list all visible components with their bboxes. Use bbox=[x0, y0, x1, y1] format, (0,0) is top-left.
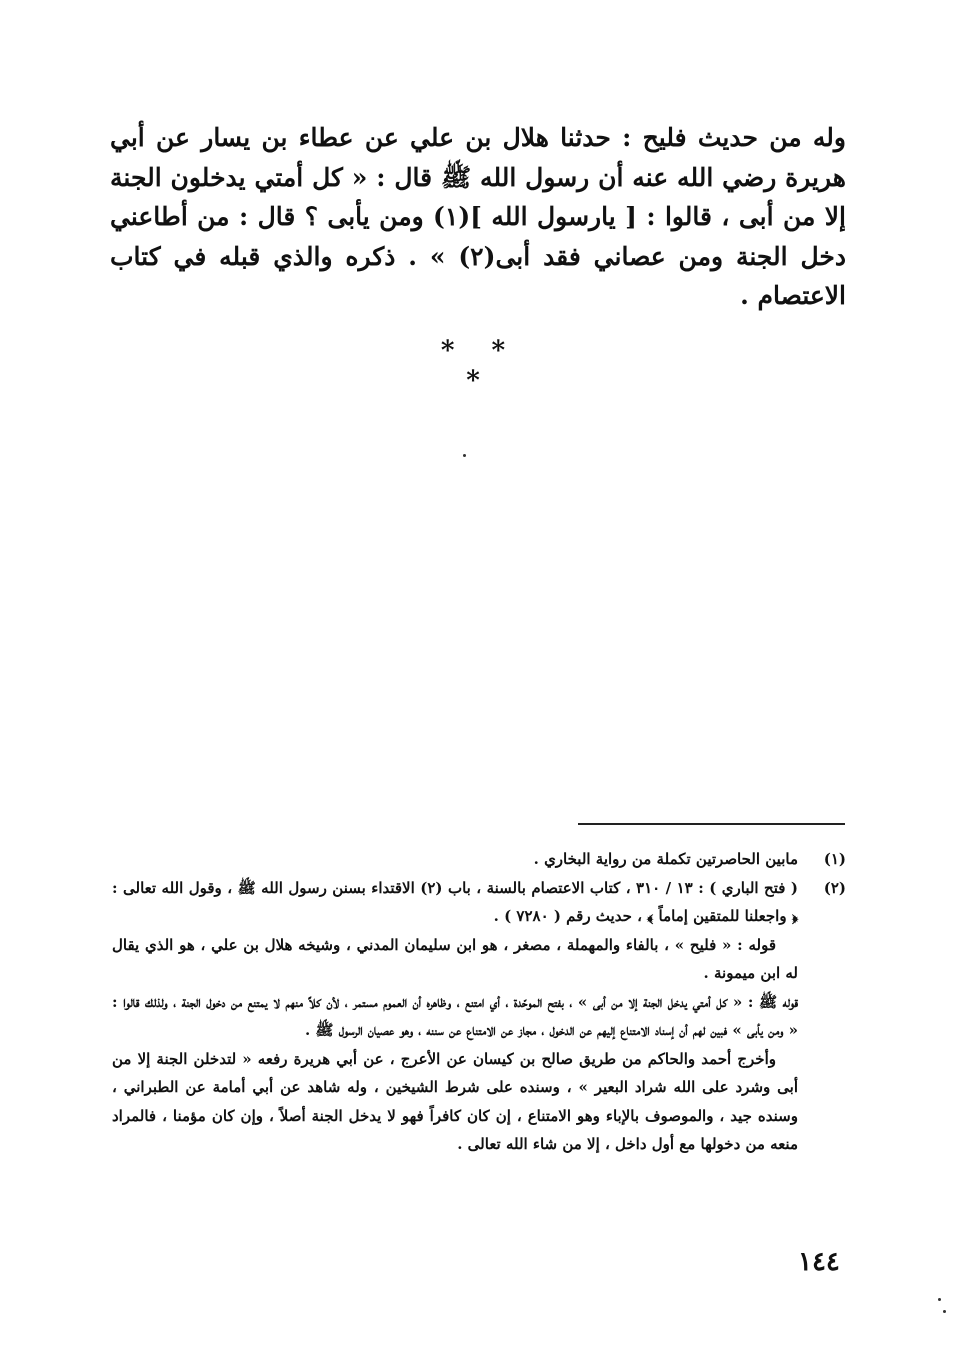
footnote-body bbox=[112, 845, 798, 874]
footnotes bbox=[112, 845, 846, 1159]
footnote-text: قوله : « فليح » ، بالفاء والمهملة ، مصغر ، هو ابن سليمان المدني ، وشيخه هلال بن علي ، هو الذي يقال له ابن ميمونة . bbox=[112, 935, 798, 982]
main-text-block bbox=[110, 118, 846, 316]
footnote-text: مابين الحاصرتين تكملة من رواية البخاري . bbox=[533, 850, 798, 868]
footnote-number: (١) bbox=[823, 850, 846, 868]
footnote-1 bbox=[112, 845, 846, 874]
footnote-text: ( فتح الباري ) : ١٣ / ٣١٠ ، كتاب الاعتصام بالسنة ، باب (٢) الاقتداء بسنن رسول الله ﷺ ، وقول الله تعالى : ﴿ واجعلنا للمتقين إماماً ﴾ ، حديث رقم ( ٧٢٨٠ ) . bbox=[112, 878, 798, 925]
footnote-text: قوله ﷺ : « كل أمتي يدخل الجنة إلا من أبى » ، بفتح الموحّدة ، أي امتنع ، وظاهره أن العموم مستمر ، لأن كلاً منهم لا يمتنع من دخول الجنة ، ولذلك قالوا : « ومن يأبى » فبين لهم أن إسناد الامتناع إليهم عن الدخول ، مجاز عن الامتناع عن سننه ، وهو عصيان الرسول ﷺ . bbox=[112, 992, 798, 1039]
scan-speck bbox=[463, 454, 466, 457]
footnote-2 bbox=[112, 874, 846, 1159]
footnote-rule bbox=[578, 823, 845, 825]
footnote-number: (٢) bbox=[823, 878, 846, 897]
scan-speck bbox=[938, 1298, 941, 1301]
main-paragraph: وله من حديث فليح : حدثنا هلال بن علي عن عطاء بن يسار عن أبي هريرة رضي الله عنه أن رسول الله ﷺ قال : « كل أمتي يدخلون الجنة إلا من أبى ، قالوا : [ يارسول الله ](١) ومن يأبى ؟ قال : من أطاعني دخل الجنة ومن عصاني فقد أبى(٢) » . ذكره والذي قبله في كتاب الاعتصام . bbox=[110, 123, 847, 310]
page-number: ١٤٤ bbox=[798, 1247, 840, 1277]
scan-speck bbox=[943, 1310, 946, 1313]
section-separator: * * * bbox=[440, 336, 520, 396]
footnote-body bbox=[112, 874, 798, 1159]
footnote-text: وأخرج أحمد والحاكم من طريق صالح بن كيسان عن الأعرج ، عن أبي هريرة رفعه « لتدخلن الجنة إلا من أبى وشرد على الله شراد البعير » ، وسنده على شرط الشيخين ، وله شاهد عن أبي أمامة عن الطبراني ، وسنده جيد ، والموصوف بالإباء وهو الامتناع ، إن كان كافراً فهو لا يدخل الجنة أصلاً ، وإن كان مؤمنا ، فالمراد منعه من دخولها مع أول داخل ، إلا من شاء الله تعالى . bbox=[112, 1049, 798, 1153]
